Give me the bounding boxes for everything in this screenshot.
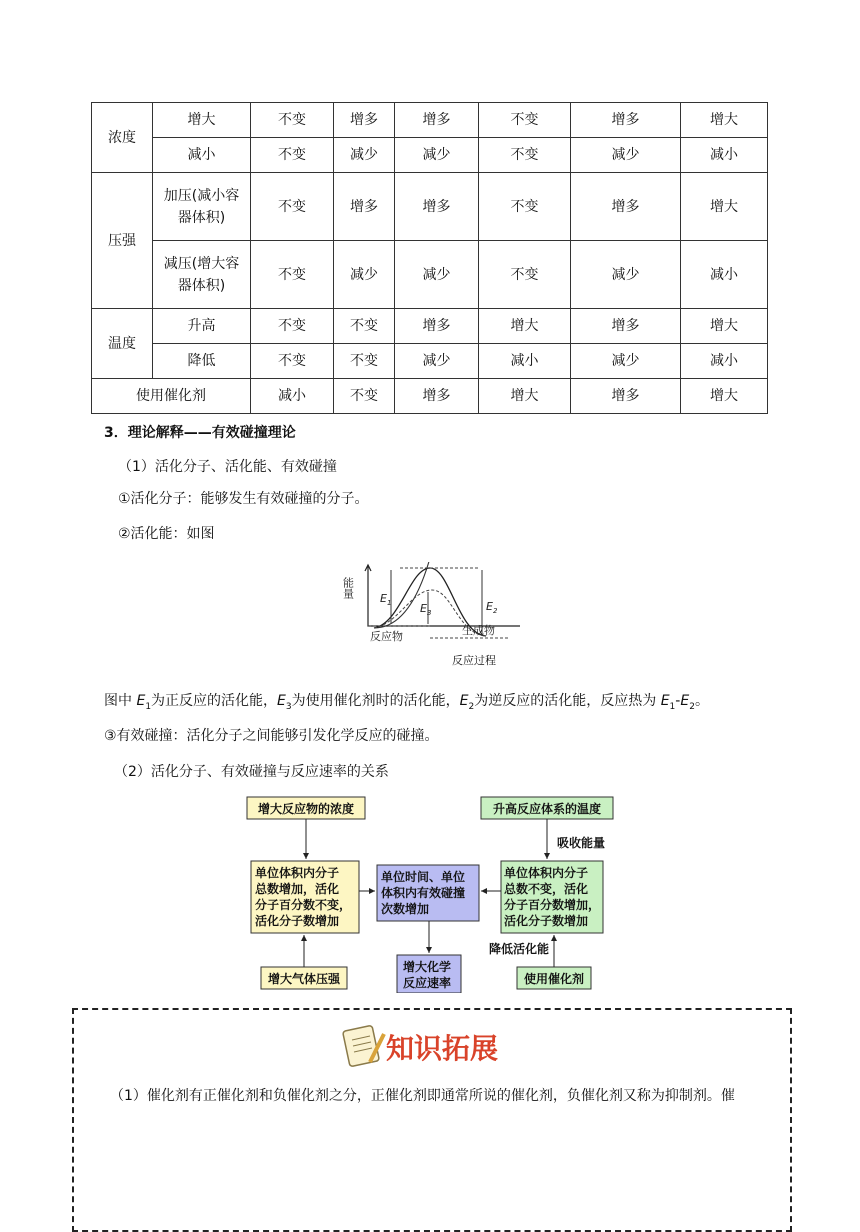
condition-cell: 增大 [153,103,251,138]
condition-cell: 降低 [153,344,251,379]
value-cell: 不变 [334,344,395,379]
value-cell: 不变 [251,138,334,173]
table-row [92,241,768,309]
condition-cell: 减小 [153,138,251,173]
condition-line: 器体积) [177,277,226,294]
pressure-label: 增大气体压强 [267,972,341,986]
flow-diagram [245,795,620,993]
paragraph: ①活化分子：能够发生有效碰撞的分子。 [118,491,369,507]
value-cell: 增大 [479,309,571,344]
condition-line: 减压(增大容 [163,255,240,272]
subsection-heading: （1）活化分子、活化能、有效碰撞 [118,459,337,475]
value-cell: 增大 [681,309,768,344]
value-cell: 不变 [479,241,571,309]
condition-cell [153,173,251,241]
temperature-label: 升高反应体系的温度 [492,802,602,816]
notepad-icon [343,1025,384,1066]
value-cell: 不变 [334,379,395,414]
value-cell: 不变 [479,173,571,241]
value-cell: 增多 [571,173,681,241]
value-cell: 减小 [251,379,334,414]
value-cell: 减少 [571,344,681,379]
value-cell: 减少 [395,241,479,309]
figure-caption: 图中 $E_1$为正反应的活化能，$E_3$为使用催化剂时的活化能，$E_2$为逆反应的活化能，反应热为 $E_1-E_2$。 [104,693,709,712]
catalyst-cell: 使用催化剂 [92,379,251,414]
left-box-text: 单位体积内分子 总数增加，活化 分子百分数不变， 活化分子数增加 [255,866,352,928]
e2-label: $E_2$ [486,600,498,615]
activation-energy-figure [340,562,522,644]
condition-line: 加压(减小容 [163,187,240,204]
value-cell: 减小 [681,241,768,309]
knowledge-title [340,1022,520,1072]
value-cell: 增多 [395,103,479,138]
value-cell: 减少 [571,241,681,309]
factor-table [91,102,768,414]
category-cell: 压强 [92,173,153,309]
paragraph: （1）催化剂有正催化剂和负催化剂之分，正催化剂即通常所说的催化剂，负催化剂又称为抑制剂。催 [110,1088,735,1104]
center-box-text: 单位时间、单位 体积内有效碰撞 次数增加 [381,870,466,916]
section-heading: 3．理论解释——有效碰撞理论 [104,425,296,441]
value-cell: 增多 [395,379,479,414]
knowledge-title-text: 知识拓展 [386,1032,499,1065]
value-cell: 增多 [571,379,681,414]
value-cell: 不变 [479,103,571,138]
condition-cell: 升高 [153,309,251,344]
value-cell: 减少 [395,344,479,379]
catalyst-label: 使用催化剂 [523,972,585,986]
value-cell: 减小 [479,344,571,379]
concentration-label: 增大反应物的浓度 [257,802,355,816]
absorb-energy-label: 吸收能量 [557,836,606,850]
subsection-heading: （2）活化分子、有效碰撞与反应速率的关系 [114,764,389,780]
condition-cell [153,241,251,309]
value-cell: 不变 [251,309,334,344]
right-box-text: 单位体积内分子 总数不变，活化 分子百分数增加， 活化分子数增加 [504,866,601,928]
paragraph: ②活化能：如图 [118,526,215,542]
value-cell: 增多 [571,309,681,344]
value-cell: 增多 [334,103,395,138]
condition-line: 器体积) [177,209,226,226]
lower-energy-label: 降低活化能 [489,942,550,956]
value-cell: 增大 [479,379,571,414]
value-cell: 不变 [479,138,571,173]
value-cell: 增多 [334,173,395,241]
value-cell: 增多 [395,309,479,344]
value-cell: 减少 [334,138,395,173]
value-cell: 不变 [251,344,334,379]
table-row [92,138,768,173]
value-cell: 增多 [571,103,681,138]
table-row [92,103,768,138]
e3-label: $E_3$ [420,602,432,617]
e1-label: $E_1$ [380,592,392,607]
value-cell: 不变 [251,241,334,309]
y-axis-label: 能量 [341,577,355,599]
value-cell: 不变 [251,103,334,138]
value-cell: 增大 [681,103,768,138]
value-cell: 减少 [571,138,681,173]
value-cell: 增大 [681,379,768,414]
axes [365,565,520,626]
table-row [92,379,768,414]
table-row [92,344,768,379]
table-row [92,173,768,241]
value-cell: 不变 [334,309,395,344]
value-cell: 增多 [395,173,479,241]
rate-box-text: 增大化学 反应速率 [403,960,452,990]
product-label: 生成物 [462,624,495,637]
value-cell: 减小 [681,138,768,173]
value-cell: 减少 [395,138,479,173]
x-axis-label: 反应过程 [452,654,496,667]
reactant-label: 反应物 [370,630,403,643]
category-cell: 浓度 [92,103,153,173]
value-cell: 减小 [681,344,768,379]
value-cell: 增大 [681,173,768,241]
paragraph: ③有效碰撞：活化分子之间能够引发化学反应的碰撞。 [104,728,439,744]
table-row [92,309,768,344]
value-cell: 不变 [251,173,334,241]
value-cell: 减少 [334,241,395,309]
category-cell: 温度 [92,309,153,379]
